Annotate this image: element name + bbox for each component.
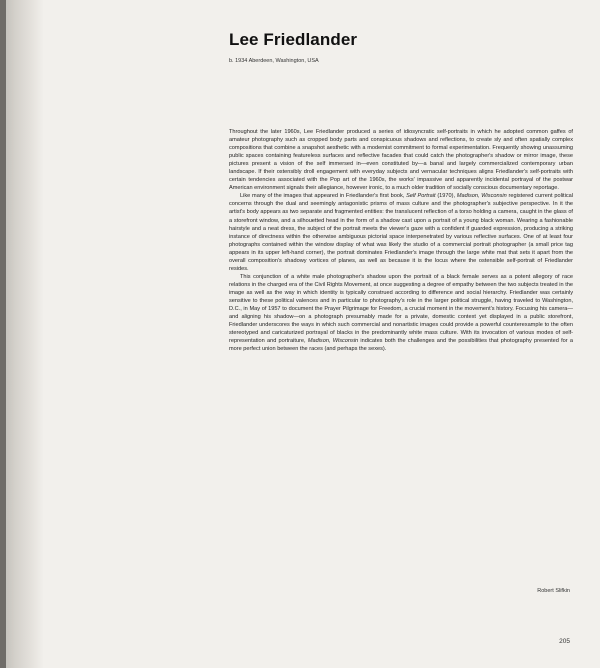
book-title: Self Portrait bbox=[406, 193, 436, 200]
paragraph-3-text-b: indicates both the challenges and the possibilities that photography presented for a more perfect union between the races (and perhaps the sexes). bbox=[229, 338, 573, 353]
essay-body bbox=[229, 128, 573, 353]
work-title: Madison, Wisconsin bbox=[307, 338, 359, 345]
paragraph-1: Throughout the later 1960s, Lee Friedlander produced a series of idiosyncratic self-portraits in which he adopted common gaffes of amateur photography such as cropped body parts and conspicuous shadows and reflections, to create sly and often spatially complex compositions that combine a snapshot aesthetic with a modernist commitment to formal experimentation. Frequently showing unassuming public spaces containing featureless surfaces and reflective facades that could catch the photographer's shadow or mirror image, these pictures present a vision of the self immersed in—even constituted by—a banal and largely commercialized contemporary urban landscape. If their ostensibly droll engagement with everyday subjects and vernacular techniques aligns Friedlander's self-portraits with certain tendencies associated with the Pop art of the 1960s, the works' impassive and apparently incidental portrayal of the postwar American environment signals their allegiance, however ironic, to a much older tradition of socially conscious documentary reportage. bbox=[229, 129, 573, 192]
page-title: Lee Friedlander bbox=[229, 30, 358, 49]
paragraph-2-text-c: registered current political concerns through the dual and seemingly antagonistic prisms of mass culture and the photographer's subjective perspective. In it the artist's body appears as two separate and fragmented entities: the translucent reflection of a torso holding a camera, caught in the glass of a storefront window, and a silhouetted head in the form of a shadow cast upon a portrait of a young black woman. Wearing a fashionable hairstyle and a neat dress, the subject of the portrait meets the viewer's gaze with a confident if guarded expression, producing a striking instance of directness within the otherwise ambiguous pictorial space interpenetrated by various reflective surfaces. One of at least four photographs contained within the window display of what was likely the studio of a commercial portrait photographer (a small price tag appears in its upper left-hand corner), the portrait dominates Friedlander's image through the large white mat that sets it apart from the overall composition's shadowy vortices of planes, as well as because it is the locus where the ostensible self-portrait of Friedlander resides. bbox=[229, 193, 574, 272]
paragraph-2 bbox=[229, 192, 573, 272]
paragraph-3-text-a: This conjunction of a white male photographer's shadow upon the portrait of a black female serves as a potent allegory of race relations in the charged era of the Civil Rights Movement, at once suggesting a degree of empathy between the two subjects treated in the image as well as the way in which identity is typically construed according to difference and social hierarchy. Friedlander was certainly sensitive to these political valences and in particular to photography's role in the larger political struggle, having traveled to Washington, D.C., in May of 1957 to document the Prayer Pilgrimage for Freedom, a crucial moment in the movement's history. Focusing his camera—and aligning his shadow—on a photograph presumably made for a private, domestic context yet displayed in a public storefront, Friedlander underscores the ways in which such commercial and nonartistic images could provide a powerful counterexample to the often stereotyped and caricaturized portrayal of blacks in the predominantly white mass culture. With its invocation of various modes of self-representation and portraiture, bbox=[229, 273, 573, 345]
artist-birth-info: b. 1934 Aberdeen, Washington, USA bbox=[229, 58, 319, 64]
paragraph-2-text-a: Like many of the images that appeared in Friedlander's first book, bbox=[240, 193, 407, 200]
author-credit: Robert Slifkin bbox=[537, 588, 570, 594]
work-title: Madison, Wisconsin bbox=[456, 193, 507, 200]
page-edge bbox=[0, 0, 6, 668]
paragraph-3 bbox=[229, 273, 573, 353]
paragraph-2-text-b: (1970), bbox=[435, 193, 457, 200]
page-gutter bbox=[0, 0, 44, 668]
page-number: 205 bbox=[559, 638, 570, 645]
